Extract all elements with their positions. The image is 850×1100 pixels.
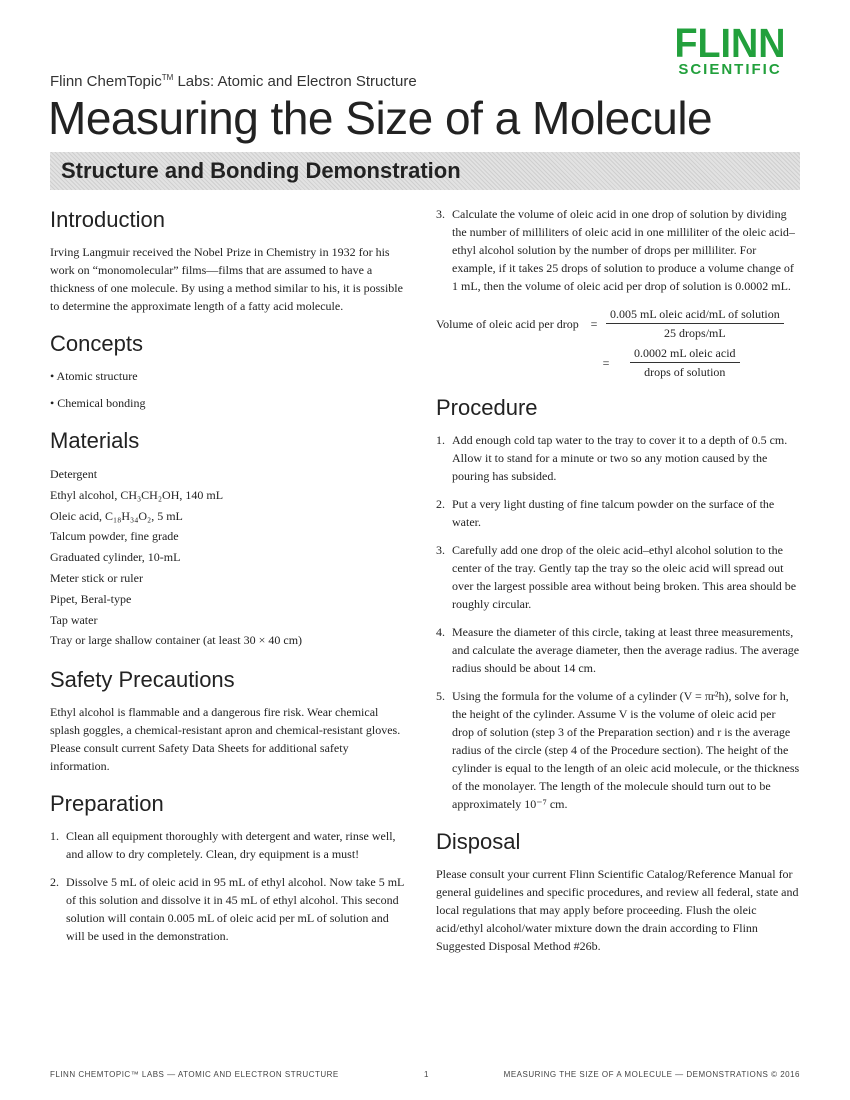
procedure-steps	[436, 431, 800, 813]
material-item: Tray or large shallow container (at least 30 × 40 cm)	[50, 633, 303, 648]
preparation-steps	[50, 827, 410, 945]
disposal-section	[436, 827, 800, 955]
fraction-denominator: drops of solution	[644, 365, 726, 379]
preparation-heading: Preparation	[50, 791, 164, 817]
concept-item: • Atomic structure	[50, 369, 138, 383]
procedure-step	[436, 687, 800, 813]
safety-text: Ethyl alcohol is flammable and a dangerous fire risk. Wear chemical splash goggles, a chemical-resistant apron and chemical-resistant gloves. Please consult current Safety Data Sheets for additional safety information.	[50, 705, 401, 774]
fraction-numerator: 0.0002 mL oleic acid	[630, 344, 740, 363]
step-text: Put a very light dusting of fine talcum powder on the surface of the water.	[452, 497, 775, 529]
disposal-heading: Disposal	[436, 829, 521, 854]
logo-line-1: FLINN	[674, 20, 786, 66]
series-topic: Labs: Atomic and Electron Structure	[173, 73, 417, 90]
procedure-section	[436, 393, 800, 813]
safety-section	[50, 665, 410, 775]
step-text: Dissolve 5 mL of oleic acid in 95 mL of ethyl alcohol. Now take 5 mL of this solution and dissolve it in 45 mL of ethyl alcohol. This second solution will contain 0.005 mL of oleic acid per mL of solution and will be used in the demonstration.	[66, 875, 404, 944]
safety-heading: Safety Precautions	[50, 667, 235, 693]
materials-heading: Materials	[50, 428, 140, 453]
procedure-step	[436, 541, 800, 613]
material-item: Tap water	[50, 612, 98, 627]
preparation-steps-continued	[436, 205, 800, 295]
volume-formula	[436, 305, 800, 381]
trademark: TM	[161, 73, 174, 82]
concept-item: • Chemical bonding	[50, 396, 146, 410]
subtitle-band	[50, 152, 800, 190]
material-item: Oleic acid, C₁₈H₃₄O₂, 5 mL	[50, 508, 183, 523]
fraction-numerator: 0.005 mL oleic acid/mL of solution	[606, 305, 784, 324]
introduction-heading: Introduction	[50, 207, 165, 232]
disposal-text: Please consult your current Flinn Scientific Catalog/Reference Manual for general guidelines and specific procedures, and review all federal, state and local regulations that may apply before proceeding. Flush the oleic acid/ethyl alcohol/water mixture down the drain according to Flinn Suggested Disposal Method #26b.	[436, 867, 799, 953]
step-number: 1.	[436, 433, 445, 447]
right-column	[436, 205, 800, 969]
left-column	[50, 205, 410, 959]
series-name: Flinn ChemTopic	[50, 73, 162, 90]
step-text: Add enough cold tap water to the tray to cover it to a depth of 0.5 cm. Allow it to stand for a minute or two so any motion caused by the pouring has subsided.	[452, 433, 788, 483]
logo-line-2: SCIENTIFIC	[678, 61, 782, 78]
step-text: Calculate the volume of oleic acid in one drop of solution by dividing the number of milliliters of oleic acid in one milliliter of the oleic acid–ethyl alcohol solution by the number of drops per milliliter. For example, if it takes 25 drops of solution to produce a volume change of 1 mL, then the volume of oleic acid per drop of solution is 0.0002 mL.	[452, 207, 795, 293]
preparation-step	[50, 873, 410, 945]
concepts-section	[50, 329, 410, 412]
footer-left: FLINN CHEMTOPIC™ LABS — ATOMIC AND ELECTRON STRUCTURE	[50, 1070, 339, 1079]
page-subtitle: Structure and Bonding Demonstration	[61, 158, 461, 183]
footer-right: MEASURING THE SIZE OF A MOLECULE — DEMONSTRATIONS © 2016	[503, 1070, 800, 1079]
concepts-heading: Concepts	[50, 331, 143, 356]
material-item: Detergent	[50, 467, 98, 481]
formula-fraction-1	[606, 305, 784, 342]
formula-lhs: Volume of oleic acid per drop	[436, 316, 579, 331]
preparation-step	[50, 827, 410, 863]
step-text: Clean all equipment thoroughly with detergent and water, rinse well, and allow to dry completely. Clean, dry equipment is a must!	[66, 829, 396, 862]
step-number: 1.	[50, 829, 59, 844]
procedure-step	[436, 495, 800, 531]
formula-row-1	[436, 305, 800, 342]
preparation-step	[436, 205, 800, 295]
formula-row-2	[582, 344, 800, 381]
step-number: 2.	[436, 497, 445, 511]
step-number: 3.	[436, 207, 445, 221]
step-number: 3.	[436, 543, 445, 557]
step-number: 4.	[436, 625, 445, 639]
step-text: Carefully add one drop of the oleic acid–ethyl alcohol solution to the center of the tray. Gently tap the tray so the oleic acid will spread out over the largest possible area without being broken. This area should be roughly circular.	[452, 543, 797, 611]
procedure-heading: Procedure	[436, 395, 538, 420]
material-item: Meter stick or ruler	[50, 570, 143, 585]
introduction-section	[50, 205, 410, 315]
formula-fraction-2	[630, 344, 740, 381]
step-number: 5.	[436, 689, 445, 703]
preparation-section	[50, 789, 410, 945]
introduction-text: Irving Langmuir received the Nobel Prize in Chemistry in 1932 for his work on “monomolecular” films—films that are assumed to have a thickness of one molecule. By using a method similar to his, it is possible to determine the approximate length of a fatty acid molecule.	[50, 245, 403, 313]
step-number: 2.	[50, 875, 59, 890]
material-item: Ethyl alcohol, CH₃CH₂OH, 140 mL	[50, 487, 224, 502]
page-title: Measuring the Size of a Molecule	[48, 92, 713, 144]
step-text: Using the formula for the volume of a cylinder (V = πr²h), solve for h, the height of the cylinder. Assume V is the volume of oleic acid per drop of solution (step 3 of the Preparation section) and r is the average radius of the circle (step 4 of the Procedure section). The height of the cylinder is equal to the length of an oleic acid molecule, or the thickness of the monolayer. The length of the molecule should turn out to be approximately 10⁻⁷ cm.	[452, 689, 800, 811]
materials-section	[50, 426, 410, 651]
material-item: Talcum powder, fine grade	[50, 529, 179, 544]
procedure-step	[436, 431, 800, 485]
material-item: Graduated cylinder, 10-mL	[50, 550, 181, 565]
flinn-scientific-logo	[660, 20, 800, 78]
material-item: Pipet, Beral-type	[50, 591, 132, 606]
footer-page-number: 1	[424, 1070, 429, 1079]
formula-equals: =	[602, 355, 610, 370]
procedure-step	[436, 623, 800, 677]
formula-equals: =	[590, 316, 598, 331]
step-text: Measure the diameter of this circle, taking at least three measurements, and calculate the average diameter, then the average radius. The average radius should be about 14 cm.	[452, 625, 800, 675]
page-footer	[50, 1070, 800, 1084]
fraction-denominator: 25 drops/mL	[664, 326, 726, 340]
